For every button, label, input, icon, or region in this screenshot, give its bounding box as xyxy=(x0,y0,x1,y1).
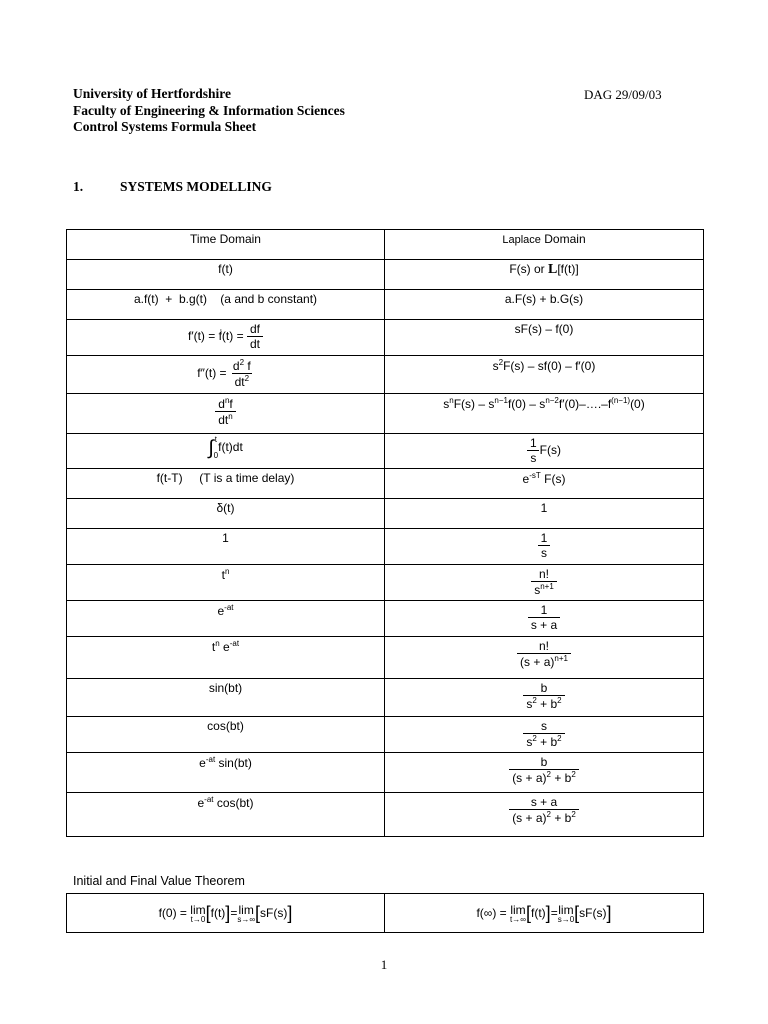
section-number: 1. xyxy=(73,179,84,194)
time-cell: a.f(t) + b.g(t) (a and b constant) xyxy=(67,290,385,320)
table-row xyxy=(67,601,704,637)
laplace-cell: $\frac{s}{s^2 + b^2}$ xyxy=(385,717,704,753)
table-row xyxy=(67,717,704,753)
time-cell: f″(t) = $\frac{d^2 f}{dt^2}$ xyxy=(67,356,385,394)
time-cell: 1 xyxy=(67,529,385,565)
value-theorem-table xyxy=(66,893,704,933)
table-row xyxy=(67,356,704,394)
laplace-cell: $\frac{s + a}{(s + a)^2 + b^2}$ xyxy=(385,793,704,837)
integral-sign: ∫ xyxy=(208,437,214,459)
document-header xyxy=(73,86,345,136)
ivt-title: Initial and Final Value Theorem xyxy=(73,874,245,888)
laplace-cell: F(s) or L[f(t)] xyxy=(385,260,704,290)
laplace-cell: $e^{-sT}$ F(s) xyxy=(385,469,704,499)
laplace-cell: $s^nF(s) - s^{n-1}f(0)$ – $s^{n-2}f'(0)-\dots.-f^{(n-1)}(0)$ xyxy=(385,394,704,434)
section-title: SYSTEMS MODELLING xyxy=(120,179,272,194)
laplace-cell: $\frac{n!}{(s + a)^{n+1}}$ xyxy=(385,637,704,679)
laplace-transform-table xyxy=(66,229,704,837)
document-date: DAG 29/09/03 xyxy=(584,87,662,102)
table-row xyxy=(67,260,704,290)
laplace-cell: sF(s) – f(0) xyxy=(385,320,704,356)
table-row xyxy=(67,290,704,320)
table-row xyxy=(67,679,704,717)
university-name: University of Hertfordshire xyxy=(73,86,231,101)
laplace-cell: $\frac{1}{s}$ F(s) xyxy=(385,434,704,469)
time-cell: $t^n$ $e^{-at}$ xyxy=(67,637,385,679)
time-cell: $t^n$ xyxy=(67,565,385,601)
time-cell: $e^{-at}$ sin(bt) xyxy=(67,753,385,793)
table-row xyxy=(67,499,704,529)
table-row xyxy=(67,753,704,793)
time-cell: cos(bt) xyxy=(67,717,385,753)
table-row xyxy=(67,394,704,434)
faculty-name: Faculty of Engineering & Information Sciences xyxy=(73,102,345,118)
time-cell: δ(t) xyxy=(67,499,385,529)
sheet-title: Control Systems Formula Sheet xyxy=(73,119,257,134)
table-row xyxy=(67,565,704,601)
final-value-theorem: f(∞) = lim t→∞ [f(t)]= lim s→0 [sF(s)] xyxy=(385,894,704,933)
col-header-time: Time Domain xyxy=(67,230,385,260)
laplace-cell: $\frac{1}{s}$ xyxy=(385,529,704,565)
table-header-row xyxy=(67,230,704,260)
initial-value-theorem: f(0) = lim t→0 [f(t)]= lim s→∞ [sF(s)] xyxy=(67,894,385,933)
laplace-cell: $\frac{b}{(s + a)^2 + b^2}$ xyxy=(385,753,704,793)
time-cell: $e^{-at}$ xyxy=(67,601,385,637)
laplace-cell: $\frac{b}{s^2 + b^2}$ xyxy=(385,679,704,717)
table-row xyxy=(67,320,704,356)
time-cell: f′(t) = ḟ(t) = $\frac{df}{dt}$ xyxy=(67,320,385,356)
page-number: 1 xyxy=(380,957,388,972)
time-cell: f(t) xyxy=(67,260,385,290)
time-cell: ∫ t 0 f(t)dt xyxy=(67,434,385,469)
col-header-laplace: Laplace Domain xyxy=(385,230,704,260)
table-row xyxy=(67,637,704,679)
time-cell: $e^{-at}$ cos(bt) xyxy=(67,793,385,837)
table-row xyxy=(67,529,704,565)
laplace-cell: $\frac{n!}{s^{n+1}}$ xyxy=(385,565,704,601)
laplace-cell: a.F(s) + b.G(s) xyxy=(385,290,704,320)
laplace-cell: $s^2F(s) - sf(0) - f'(0)$ xyxy=(385,356,704,394)
table-row xyxy=(67,894,704,933)
table-row xyxy=(67,434,704,469)
time-cell: f(t-T) (T is a time delay) xyxy=(67,469,385,499)
time-cell: sin(bt) xyxy=(67,679,385,717)
laplace-cell: 1 xyxy=(385,499,704,529)
section-heading xyxy=(73,179,272,195)
laplace-cell: $\frac{1}{s + a}$ xyxy=(385,601,704,637)
table-row xyxy=(67,793,704,837)
time-cell: $d^nf$ $dt^n$ xyxy=(67,394,385,434)
table-row xyxy=(67,469,704,499)
